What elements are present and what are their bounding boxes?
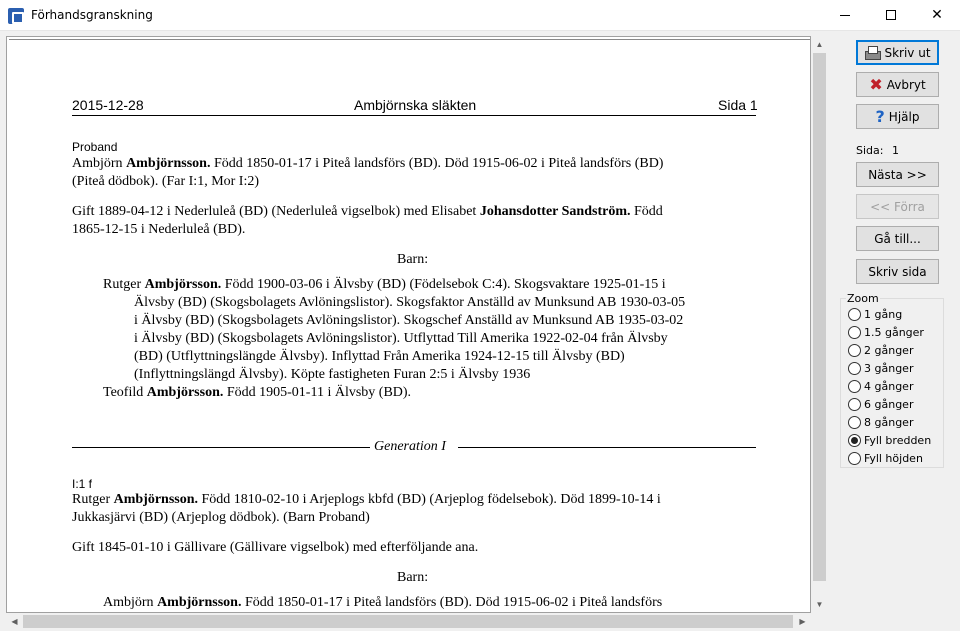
child-1-line-2: Älvsby (BD) (Skogsbolagets Avlöningslistor). Skogsfaktor Anställd av Munksund AB 1930-03-05 — [134, 295, 686, 310]
maximize-icon — [886, 10, 896, 20]
proband-line-2: (Piteå dödbok). (Far I:1, Mor I:2) — [72, 174, 260, 189]
radio-selected-icon — [848, 434, 861, 447]
print-button-label: Skriv ut — [884, 45, 931, 60]
zoom-option-label: 3 gånger — [864, 361, 914, 375]
radio-icon — [848, 344, 861, 357]
next-page-label: Nästa >> — [868, 167, 927, 182]
child-2-surname: Ambjörsson. — [146, 385, 224, 400]
zoom-option-2x[interactable] — [848, 342, 913, 358]
ancestor-given-name: Rutger — [72, 492, 111, 507]
cancel-x-icon: ✖ — [869, 74, 883, 94]
vertical-scroll-thumb[interactable] — [813, 53, 826, 581]
child-2-line — [103, 384, 411, 402]
spouse-surname: Johansdotter Sandström. — [479, 204, 631, 219]
ancestor-surname: Ambjörnsson. — [113, 492, 199, 507]
child-1-given-name: Rutger — [103, 277, 142, 292]
proband-surname: Ambjörnsson. — [126, 156, 211, 171]
zoom-option-label: Fyll höjden — [864, 451, 923, 465]
proband-text: Född 1850-01-17 i Piteå landsförs (BD). Död 1915-06-02 i Piteå landsförs (BD) — [213, 156, 664, 171]
zoom-option-label: 8 gånger — [864, 415, 914, 429]
radio-icon — [848, 398, 861, 411]
zoom-option-3x[interactable] — [848, 360, 913, 376]
radio-icon — [848, 380, 861, 393]
child-1-surname: Ambjörsson. — [144, 277, 222, 292]
generation-ref: I:1 f — [72, 477, 93, 491]
radio-icon — [848, 362, 861, 375]
child-2-text: Född 1905-01-11 i Älvsby (BD). — [226, 385, 412, 400]
preview-viewport[interactable] — [6, 36, 811, 613]
goto-page-label: Gå till... — [874, 231, 921, 246]
printer-icon — [864, 46, 880, 60]
window-title: Förhandsgranskning — [31, 8, 153, 22]
scroll-left-icon[interactable]: ◀ — [11, 617, 18, 626]
print-button[interactable] — [856, 40, 939, 65]
minimize-icon — [840, 15, 850, 16]
ancestor-line-2: Jukkasjärvi (BD) (Arjeplog dödbok). (Barn Proband) — [72, 510, 370, 525]
previous-page-label: << Förra — [870, 199, 925, 214]
child-1-line-1 — [103, 276, 666, 294]
zoom-option-fill-width[interactable] — [848, 432, 931, 448]
zoom-option-label: Fyll bredden — [864, 433, 932, 447]
page-top-edge — [9, 39, 810, 40]
child-2-given-name: Teofild — [103, 385, 144, 400]
horizontal-scrollbar[interactable] — [6, 613, 811, 630]
previous-page-button[interactable] — [856, 194, 939, 219]
zoom-option-label: 6 gånger — [864, 397, 914, 411]
proband-given-name: Ambjörn — [72, 156, 123, 171]
zoom-option-label: 2 gånger — [864, 343, 914, 357]
header-title: Ambjörnska släkten — [354, 97, 477, 113]
marriage-line-2: 1865-12-15 i Nederluleå (BD). — [72, 222, 246, 237]
children-heading-2: Barn: — [397, 570, 429, 585]
title-bar — [0, 0, 960, 31]
marriage-line-1 — [72, 203, 663, 221]
child-3-given-name: Ambjörn — [103, 595, 154, 610]
generation-rule-left — [72, 447, 370, 448]
radio-icon — [848, 326, 861, 339]
child-3-text: Född 1850-01-17 i Piteå landsförs (BD). Död 1915-06-02 i Piteå landsförs — [244, 595, 663, 610]
child-1-line-5: (BD) (Utflyttningslängde Älvsby). Inflyttad Från Amerika 1924-12-15 till Älvsby (BD) — [134, 349, 625, 364]
horizontal-scroll-thumb[interactable] — [23, 615, 793, 628]
generation-heading: Generation I — [374, 439, 446, 454]
print-page-label: Skriv sida — [868, 264, 927, 279]
scroll-right-icon[interactable]: ▶ — [799, 617, 806, 626]
generation-rule-right — [458, 447, 756, 448]
child-1-text: Född 1900-03-06 i Älvsby (BD) (Födelsebok C:4). Skogsvaktare 1925-01-15 i — [224, 277, 666, 292]
ancestor-text: Född 1810-02-10 i Arjeplogs kbfd (BD) (Arjeplog födelsebok). Död 1899-10-14 i — [201, 492, 661, 507]
page-label: Sida: — [856, 144, 884, 157]
preview-page — [9, 39, 809, 613]
zoom-option-1x[interactable] — [848, 306, 902, 322]
goto-page-button[interactable] — [856, 226, 939, 251]
child-3-line — [103, 594, 662, 612]
children-heading: Barn: — [397, 252, 429, 267]
next-page-button[interactable] — [856, 162, 939, 187]
close-button[interactable] — [914, 0, 960, 30]
help-question-icon: ? — [875, 106, 885, 126]
zoom-option-label: 1 gång — [864, 307, 903, 321]
zoom-option-6x[interactable] — [848, 396, 913, 412]
zoom-option-fill-height[interactable] — [848, 450, 923, 466]
print-page-button[interactable] — [856, 259, 939, 284]
vertical-scrollbar[interactable] — [811, 36, 828, 613]
ancestor-marriage: Gift 1845-01-10 i Gällivare (Gällivare vigselbok) med efterföljande ana. — [72, 540, 479, 555]
marriage-text-post: Född — [633, 204, 663, 219]
zoom-option-4x[interactable] — [848, 378, 913, 394]
marriage-text: Gift 1889-04-12 i Nederluleå (BD) (Nederluleå vigselbok) med Elisabet — [72, 204, 477, 219]
scroll-up-icon[interactable]: ▲ — [815, 40, 824, 49]
maximize-button[interactable] — [868, 0, 914, 30]
ancestor-line-1 — [72, 491, 661, 509]
radio-icon — [848, 452, 861, 465]
zoom-option-1-5x[interactable] — [848, 324, 924, 340]
help-button[interactable] — [856, 104, 939, 129]
zoom-option-label: 4 gånger — [864, 379, 914, 393]
child-1-line-4: i Älvsby (BD) (Skogsbolagets Avlöningslistor). Utflyttad Till Amerika 1922-02-04 från Älvsby — [134, 331, 668, 346]
zoom-group-title: Zoom — [847, 292, 879, 305]
zoom-option-label: 1.5 gånger — [864, 325, 924, 339]
radio-icon — [848, 416, 861, 429]
proband-label: Proband — [72, 140, 118, 154]
close-icon: ✕ — [931, 7, 943, 23]
header-page: Sida 1 — [718, 97, 758, 113]
proband-line-1 — [72, 155, 663, 173]
scroll-down-icon[interactable]: ▼ — [815, 600, 824, 609]
header-rule — [72, 115, 756, 116]
page-number: 1 — [892, 144, 899, 157]
child-3-surname: Ambjörnsson. — [157, 595, 242, 610]
cancel-button[interactable] — [856, 72, 939, 97]
help-button-label: Hjälp — [888, 109, 920, 124]
child-1-line-3: i Älvsby (BD) (Skogsbolagets Avlöningslistor). Skogschef Anställd av Munksund AB 1935-03-02 — [134, 313, 684, 328]
app-icon — [8, 8, 24, 24]
child-1-line-6: (Inflyttningslängd Älvsby). Köpte fastigheten Furan 2:5 i Älvsby 1936 — [134, 367, 531, 382]
minimize-button[interactable] — [822, 0, 868, 30]
radio-icon — [848, 308, 861, 321]
header-date: 2015-12-28 — [72, 97, 144, 113]
cancel-button-label: Avbryt — [886, 77, 926, 92]
zoom-option-8x[interactable] — [848, 414, 913, 430]
